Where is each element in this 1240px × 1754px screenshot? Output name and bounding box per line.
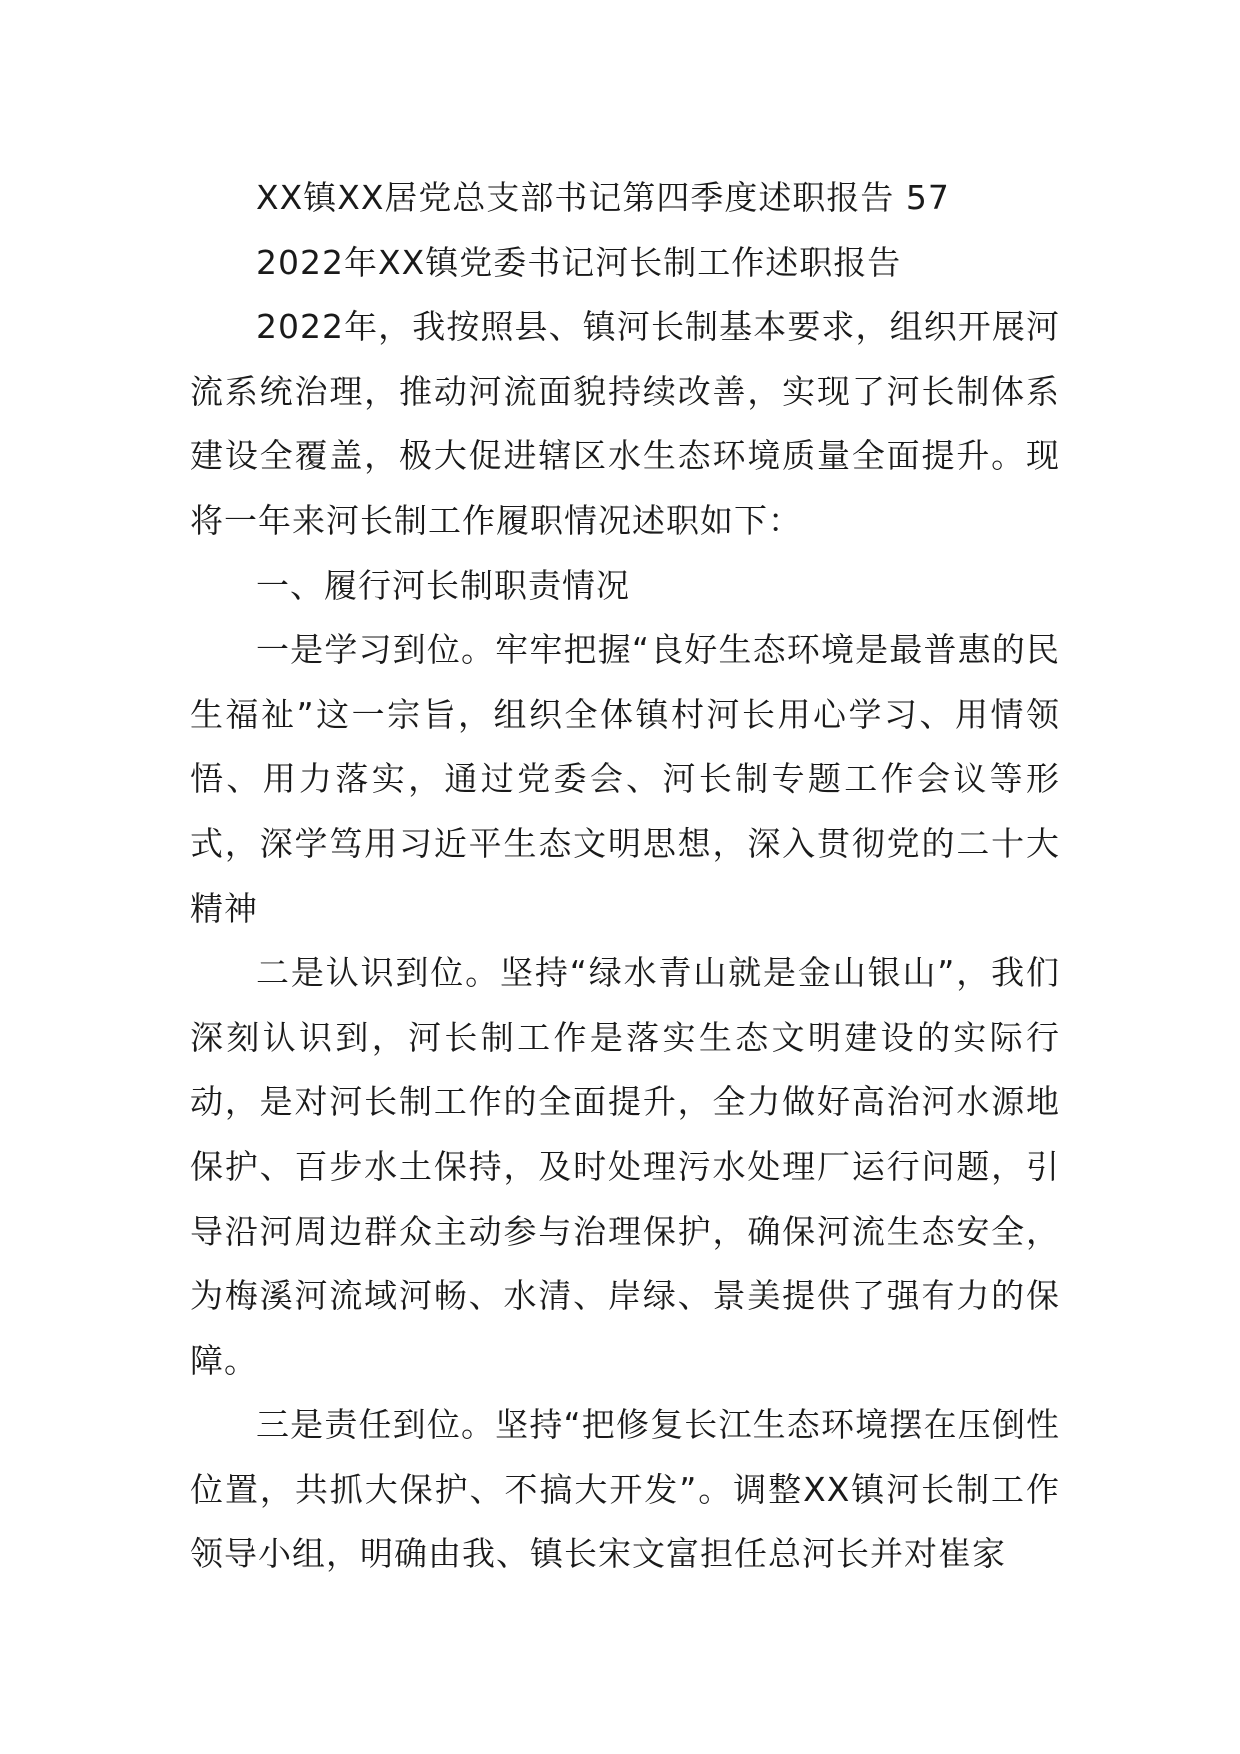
section-heading: 一、履行河长制职责情况 — [256, 565, 630, 605]
paragraph-awareness: 二是认识到位。坚持“绿水青山就是金山银山”，我们深刻认识到，河长制工作是落实生态文明建设的实际行动，是对河长制工作的全面提升，全力做好高治河水源地保护、百步水土保持，及时处理污水处理厂运行问题，引导沿河周边群众主动参与治理保护，确保河流生态安全，为梅溪河流域河畅、水清、岸绿、景美提供了强有力的保障。 — [190, 953, 1060, 1380]
toc-entry: XX镇XX居党总支部书记第四季度述职报告 57 — [256, 178, 950, 217]
document-title: 2022年XX镇党委书记河长制工作述职报告 — [256, 242, 902, 282]
document-page — [190, 166, 1060, 1587]
paragraph-learning: 一是学习到位。牢牢把握“良好生态环境是最普惠的民生福祉”这一宗旨，组织全体镇村河长用心学习、用情领悟、用力落实，通过党委会、河长制专题工作会议等形式，深学笃用习近平生态文明思想，深入贯彻党的二十大精神 — [190, 630, 1060, 928]
intro-paragraph: 2022年，我按照县、镇河长制基本要求，组织开展河流系统治理，推动河流面貌持续改善，实现了河长制体系建设全覆盖，极大促进辖区水生态环境质量全面提升。现将一年来河长制工作履职情况述职如下： — [190, 307, 1060, 540]
paragraph-responsibility: 三是责任到位。坚持“把修复长江生态环境摆在压倒性位置，共抓大保护、不搞大开发”。调整XX镇河长制工作领导小组，明确由我、镇长宋文富担任总河长并对崔家 — [190, 1405, 1060, 1574]
